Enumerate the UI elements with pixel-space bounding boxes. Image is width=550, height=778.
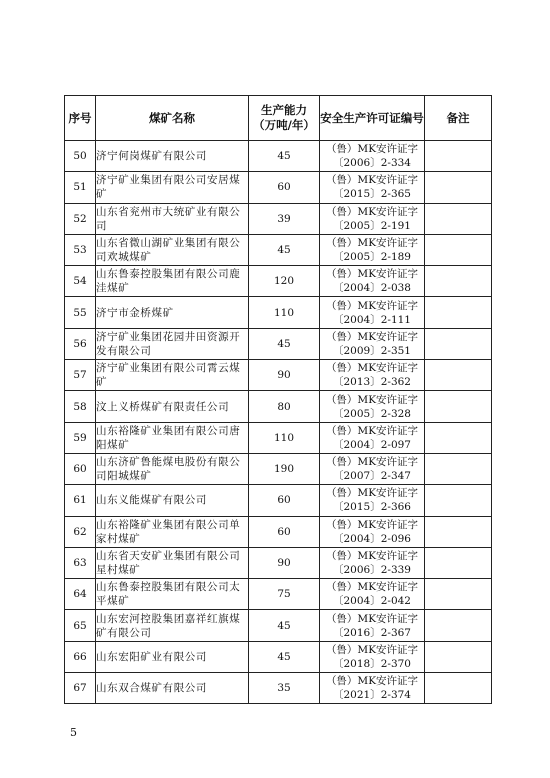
mine-name-cell: 山东裕隆矿业集团有限公司唐阳煤矿 [96, 422, 249, 453]
mine-name-cell: 济宁市金桥煤矿 [96, 297, 249, 328]
license-prefix: （鲁）MK安许证字 [325, 268, 419, 281]
license-number-cell [320, 579, 425, 610]
license-code: 〔2007〕2-347 [333, 470, 411, 483]
mine-name-cell: 济宁何岗煤矿有限公司 [96, 141, 249, 172]
table-row [65, 141, 492, 172]
capacity-cell: 45 [249, 141, 320, 172]
serial-number-cell: 65 [65, 610, 96, 641]
license-number-cell [320, 610, 425, 641]
license-number-cell [320, 172, 425, 203]
table-row [65, 172, 492, 203]
license-code: 〔2009〕2-351 [333, 344, 411, 357]
table-row [65, 203, 492, 234]
table-row [65, 234, 492, 265]
mine-name-cell: 山东济矿鲁能煤电股份有限公司阳城煤矿 [96, 453, 249, 484]
capacity-cell: 110 [249, 422, 320, 453]
serial-number-cell: 57 [65, 360, 96, 391]
capacity-cell: 190 [249, 453, 320, 484]
note-cell [425, 391, 492, 422]
license-code: 〔2004〕2-096 [333, 532, 411, 545]
table-row [65, 266, 492, 297]
capacity-cell: 45 [249, 328, 320, 359]
header-capacity-line1: 生产能力 [261, 103, 307, 117]
mine-name-cell: 济宁矿业集团花园井田资源开发有限公司 [96, 328, 249, 359]
license-prefix: （鲁）MK安许证字 [325, 550, 419, 562]
note-cell [425, 141, 492, 172]
license-prefix: （鲁）MK安许证字 [325, 393, 419, 406]
serial-number-cell: 50 [65, 141, 96, 172]
mine-name-cell: 山东鲁泰控股集团有限公司太平煤矿 [96, 579, 249, 610]
license-code: 〔2018〕2-370 [333, 657, 411, 670]
capacity-cell: 60 [249, 485, 320, 516]
serial-number-cell: 63 [65, 547, 96, 578]
table-row [65, 453, 492, 484]
table-row [65, 547, 492, 578]
note-cell [425, 266, 492, 297]
table-row [65, 610, 492, 641]
capacity-cell: 110 [249, 297, 320, 328]
license-number-cell [320, 516, 425, 547]
serial-number-cell: 59 [65, 422, 96, 453]
mine-name-cell: 山东省天安矿业集团有限公司星村煤矿 [96, 547, 249, 578]
license-number-cell [320, 391, 425, 422]
table-row [65, 328, 492, 359]
note-cell [425, 673, 492, 704]
table-row [65, 422, 492, 453]
serial-number-cell: 64 [65, 579, 96, 610]
note-cell [425, 297, 492, 328]
mine-name-cell: 山东宏阳矿业有限公司 [96, 641, 249, 672]
license-code: 〔2006〕2-339 [333, 564, 411, 576]
license-prefix: （鲁）MK安许证字 [325, 299, 419, 312]
capacity-cell: 120 [249, 266, 320, 297]
note-cell [425, 547, 492, 578]
license-number-cell [320, 203, 425, 234]
mine-name-cell: 山东鲁泰控股集团有限公司鹿洼煤矿 [96, 266, 249, 297]
serial-number-cell: 51 [65, 172, 96, 203]
license-number-cell [320, 360, 425, 391]
capacity-cell: 39 [249, 203, 320, 234]
license-code: 〔2013〕2-362 [333, 376, 411, 389]
mine-name-cell: 济宁矿业集团有限公司安居煤矿 [96, 172, 249, 203]
mine-name-cell: 山东义能煤矿有限公司 [96, 485, 249, 516]
capacity-cell: 80 [249, 391, 320, 422]
serial-number-cell: 52 [65, 203, 96, 234]
license-prefix: （鲁）MK安许证字 [325, 581, 419, 594]
table-row [65, 579, 492, 610]
license-prefix: （鲁）MK安许证字 [325, 205, 419, 218]
license-code: 〔2004〕2-097 [333, 438, 411, 451]
mine-name-cell: 济宁矿业集团有限公司霄云煤矿 [96, 360, 249, 391]
mine-name-cell: 山东宏河控股集团嘉祥红旗煤矿有限公司 [96, 610, 249, 641]
license-prefix: （鲁）MK安许证字 [325, 330, 419, 343]
license-code: 〔2015〕2-365 [333, 188, 411, 201]
serial-number-cell: 61 [65, 485, 96, 516]
note-cell [425, 610, 492, 641]
header-capacity-line2: （万吨/年） [253, 118, 315, 132]
license-number-cell [320, 141, 425, 172]
license-code: 〔2005〕2-328 [333, 407, 411, 420]
license-prefix: （鲁）MK安许证字 [325, 643, 419, 656]
header-license-number: 安全生产许可证编号 [320, 96, 425, 141]
serial-number-cell: 62 [65, 516, 96, 547]
serial-number-cell: 55 [65, 297, 96, 328]
note-cell [425, 360, 492, 391]
serial-number-cell: 66 [65, 641, 96, 672]
license-number-cell [320, 234, 425, 265]
capacity-cell: 45 [249, 641, 320, 672]
serial-number-cell: 53 [65, 234, 96, 265]
note-cell [425, 453, 492, 484]
note-cell [425, 485, 492, 516]
license-number-cell [320, 422, 425, 453]
header-capacity [249, 96, 320, 141]
license-code: 〔2005〕2-191 [333, 219, 411, 232]
header-serial-number: 序号 [65, 96, 96, 141]
mine-name-cell: 山东省微山湖矿业集团有限公司欢城煤矿 [96, 234, 249, 265]
license-number-cell [320, 641, 425, 672]
license-prefix: （鲁）MK安许证字 [325, 174, 419, 187]
serial-number-cell: 67 [65, 673, 96, 704]
license-code: 〔2016〕2-367 [333, 626, 411, 639]
note-cell [425, 203, 492, 234]
license-code: 〔2021〕2-374 [333, 689, 411, 702]
license-number-cell [320, 266, 425, 297]
table-row [65, 673, 492, 704]
capacity-cell: 35 [249, 673, 320, 704]
header-row [65, 96, 492, 141]
license-number-cell [320, 297, 425, 328]
mine-name-cell: 汶上义桥煤矿有限责任公司 [96, 391, 249, 422]
license-prefix: （鲁）MK安许证字 [325, 612, 419, 625]
capacity-cell: 60 [249, 172, 320, 203]
serial-number-cell: 60 [65, 453, 96, 484]
note-cell [425, 641, 492, 672]
table-body [65, 141, 492, 704]
license-code: 〔2015〕2-366 [333, 501, 411, 514]
capacity-cell: 90 [249, 360, 320, 391]
header-mine-name: 煤矿名称 [96, 96, 249, 141]
table-row [65, 360, 492, 391]
table-row [65, 391, 492, 422]
serial-number-cell: 56 [65, 328, 96, 359]
license-prefix: （鲁）MK安许证字 [325, 456, 419, 469]
license-code: 〔2006〕2-334 [333, 157, 411, 170]
capacity-cell: 75 [249, 579, 320, 610]
table-header [65, 96, 492, 141]
serial-number-cell: 58 [65, 391, 96, 422]
capacity-cell: 90 [249, 547, 320, 578]
capacity-cell: 60 [249, 516, 320, 547]
note-cell [425, 234, 492, 265]
note-cell [425, 422, 492, 453]
license-prefix: （鲁）MK安许证字 [325, 675, 419, 688]
note-cell [425, 516, 492, 547]
coal-mine-table [64, 95, 492, 704]
note-cell [425, 579, 492, 610]
license-number-cell [320, 485, 425, 516]
page-number: 5 [70, 726, 77, 739]
license-prefix: （鲁）MK安许证字 [325, 518, 419, 531]
table-row [65, 641, 492, 672]
serial-number-cell: 54 [65, 266, 96, 297]
license-code: 〔2005〕2-189 [333, 251, 411, 264]
license-code: 〔2004〕2-038 [333, 282, 411, 295]
license-number-cell [320, 328, 425, 359]
table-row [65, 297, 492, 328]
license-number-cell [320, 547, 425, 578]
license-number-cell [320, 453, 425, 484]
mine-name-cell: 山东省兖州市大统矿业有限公司 [96, 203, 249, 234]
table-row [65, 516, 492, 547]
note-cell [425, 172, 492, 203]
license-prefix: （鲁）MK安许证字 [325, 424, 419, 437]
license-prefix: （鲁）MK安许证字 [325, 362, 419, 375]
table-row [65, 485, 492, 516]
license-code: 〔2004〕2-111 [333, 313, 411, 326]
capacity-cell: 45 [249, 234, 320, 265]
note-cell [425, 328, 492, 359]
mine-name-cell: 山东双合煤矿有限公司 [96, 673, 249, 704]
license-prefix: （鲁）MK安许证字 [325, 143, 419, 156]
mine-name-cell: 山东裕隆矿业集团有限公司单家村煤矿 [96, 516, 249, 547]
header-note: 备注 [425, 96, 492, 141]
capacity-cell: 45 [249, 610, 320, 641]
license-number-cell [320, 673, 425, 704]
license-code: 〔2004〕2-042 [333, 595, 411, 608]
license-prefix: （鲁）MK安许证字 [325, 237, 419, 250]
license-prefix: （鲁）MK安许证字 [325, 487, 419, 500]
